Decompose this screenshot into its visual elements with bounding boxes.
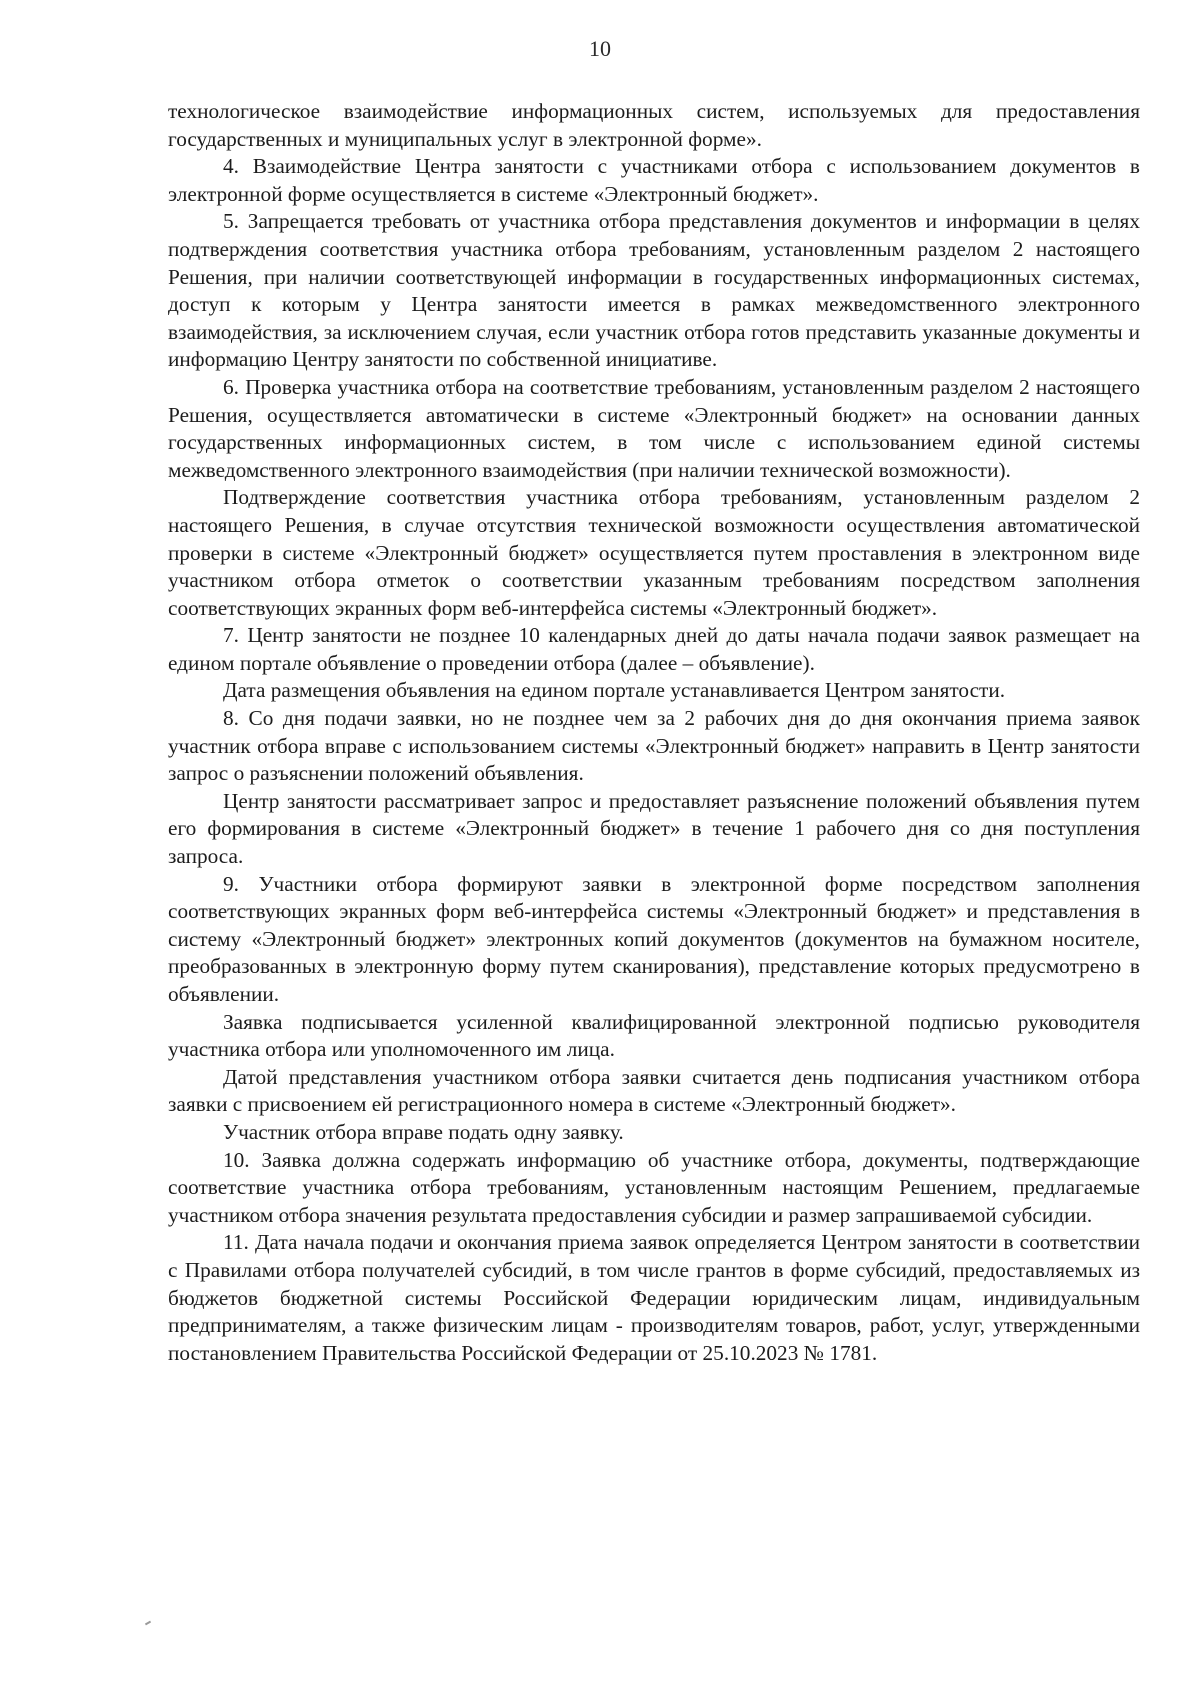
paragraph-item-7: 7. Центр занятости не позднее 10 календарных дней до даты начала подачи заявок размещает на едином портале объявление о проведении отбора (далее – объявление). [168, 623, 1140, 675]
paragraph-item-8: 8. Со дня подачи заявки, но не позднее чем за 2 рабочих дня до дня окончания приема заявок участник отбора вправе с использованием системы «Электронный бюджет» направить в Центр занятости запрос о разъяснении положений объявления. [168, 706, 1140, 786]
paragraph-item-9: 9. Участники отбора формируют заявки в электронной форме посредством заполнения соответствующих экранных форм веб-интерфейса системы «Электронный бюджет» и представления в систему «Электронный бюджет» электронных копий документов (документов на бумажном носителе, преобразованных в электронную форму путем сканирования), представление которых предусмотрено в объявлении. [168, 871, 1140, 1006]
paragraph-item-6-confirmation: Подтверждение соответствия участника отбора требованиям, установленным разделом 2 настоящего Решения, в случае отсутствия технической возможности осуществления автоматической проверки в системе «Электронный бюджет» осуществляется путем проставления в электронном виде участником отбора отметок о соответствии указанным требованиям посредством заполнения соответствующих экранных форм веб-интерфейса системы «Электронный бюджет». [168, 485, 1140, 620]
paragraph-item-8-response: Центр занятости рассматривает запрос и предоставляет разъяснение положений объявления путем его формирования в системе «Электронный бюджет» в течение 1 рабочего дня со дня поступления запроса. [168, 788, 1140, 869]
paragraph-item-9-submission-date: Датой представления участником отбора заявки считается день подписания участником отбора заявки с присвоением ей регистрационного номера в системе «Электронный бюджет». [168, 1064, 1140, 1117]
paragraph-item-11: 11. Дата начала подачи и окончания приема заявок определяется Центром занятости в соответствии с Правилами отбора получателей субсидий, в том числе грантов в форме субсидий, предоставляемых из бюджетов бюджетной системы Российской Федерации юридическим лицам, индивидуальным предпринимателям, а также физическим лицам - производителям товаров, работ, услуг, утвержденными постановлением Правительства Российской Федерации от 25.10.2023 № 1781. [168, 1230, 1140, 1365]
paragraph-item-9-one-application: Участник отбора вправе подать одну заявку. [223, 1119, 624, 1144]
paragraph-item-5: 5. Запрещается требовать от участника отбора представления документов и информации в целях подтверждения соответствия участника отбора требованиям, установленным разделом 2 настоящего Решения, при наличии соответствующей информации в государственных информационных системах, доступ к которым у Центра занятости имеется в рамках межведомственного электронного взаимодействия, за исключением случая, если участник отбора готов представить указанные документы и информацию Центру занятости по собственной инициативе. [168, 209, 1140, 372]
paragraph-item-6: 6. Проверка участника отбора на соответствие требованиям, установленным разделом 2 настоящего Решения, осуществляется автоматически в системе «Электронный бюджет» на основании данных государственных информационных систем, в том числе с использованием единой системы межведомственного электронного взаимодействия (при наличии технической возможности). [168, 374, 1140, 482]
paragraph-item-7-date: Дата размещения объявления на едином портале устанавливается Центром занятости. [223, 678, 1006, 703]
document-body [168, 98, 1140, 1367]
paragraph-item-4: 4. Взаимодействие Центра занятости с участниками отбора с использованием документов в электронной форме осуществляется в системе «Электронный бюджет». [168, 154, 1140, 206]
paragraph-item-10: 10. Заявка должна содержать информацию об участнике отбора, документы, подтверждающие соответствие участника отбора требованиям, установленным настоящим Решением, предлагаемые участником отбора значения результата предоставления субсидии и размер запрашиваемой субсидии. [168, 1147, 1140, 1227]
paragraph-item-9-signature: Заявка подписывается усиленной квалифицированной электронной подписью руководителя участника отбора или уполномоченного им лица. [168, 1009, 1140, 1062]
page-number: 10 [589, 36, 611, 61]
scan-speck [145, 1621, 151, 1626]
paragraph-continuation: технологическое взаимодействие информационных систем, используемых для предоставления государственных и муниципальных услуг в электронной форме». [168, 99, 1140, 151]
